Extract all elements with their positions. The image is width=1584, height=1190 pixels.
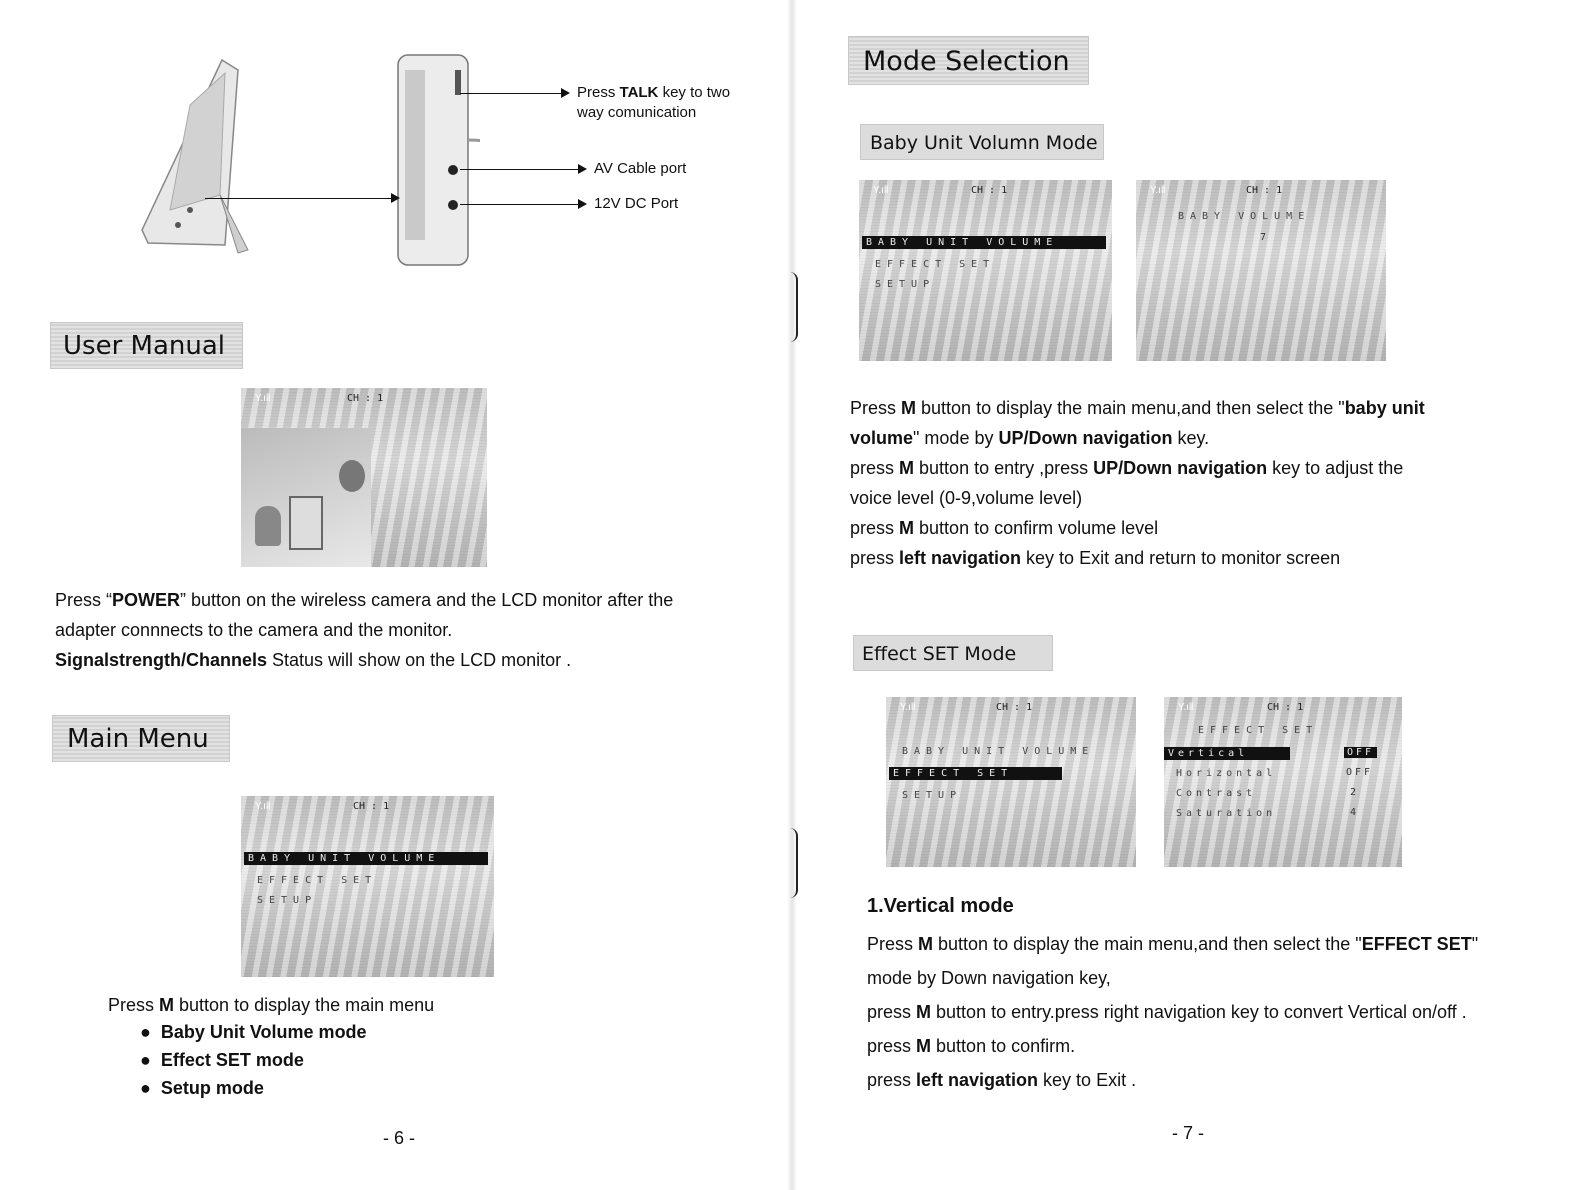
baby-unit-volume-heading: Baby Unit Volumn Mode <box>860 124 1104 160</box>
lcd-live-view-screenshot <box>241 388 487 567</box>
channel-indicator: CH : 1 <box>1267 702 1304 713</box>
right-page <box>792 0 1584 1190</box>
monitor-device-illustration <box>130 45 480 275</box>
channel-indicator: CH : 1 <box>1246 185 1283 196</box>
baby-volume-title: BABY VOLUME <box>1178 211 1311 222</box>
menu-item-effect-set: EFFECT SET <box>875 259 996 270</box>
menu-item-baby-unit-volume: BABY UNIT VOLUME <box>862 236 1106 249</box>
talk-key-callout: Press TALK key to two way comunication <box>577 84 731 121</box>
lcd-main-menu-effect-selected-screenshot <box>886 697 1136 867</box>
camera-device-icon <box>255 506 281 546</box>
user-manual-heading: User Manual <box>50 322 243 369</box>
effect-row-contrast-value: 2 <box>1350 787 1360 798</box>
page-number: - 7 - <box>1172 1123 1205 1143</box>
effect-set-heading: Effect SET Mode <box>853 635 1053 671</box>
main-menu-instruction: Press M button to display the main menu <box>108 995 435 1015</box>
effect-set-title: EFFECT SET <box>1198 725 1319 736</box>
list-item: ● Baby Unit Volume mode <box>140 1018 367 1046</box>
suction-hook-icon <box>339 460 365 492</box>
power-instructions: Press “POWER” button on the wireless camera and the LCD monitor after the adapter connnects to the camera and the monitor. Signalstrength/Channels Status will show on the LCD monitor . <box>55 590 674 670</box>
effect-row-vertical-value: OFF <box>1344 747 1377 758</box>
lcd-effect-set-screenshot <box>1164 697 1402 867</box>
av-port-callout: AV Cable port <box>594 160 687 177</box>
menu-item-effect-set: EFFECT SET <box>889 767 1062 780</box>
main-menu-heading: Main Menu <box>52 715 230 762</box>
effect-row-horizontal-label: Horizontal <box>1176 768 1277 779</box>
signal-strength-icon: Y.ıll <box>1150 185 1166 196</box>
baby-unit-volume-instructions: Press M button to display the main menu,and then select the "baby unit volume" mode by UP/Down navigation key. press M button to entry ,press UP/Down navigation key to adjust the voice level (0-9,volume level) press M button to confirm volume level press left navigation key to Exit and return to monitor screen <box>850 398 1425 568</box>
effect-row-vertical-label: Vertical <box>1164 747 1290 760</box>
signal-strength-icon: Y.ıll <box>1178 702 1194 713</box>
menu-item-effect-set: EFFECT SET <box>257 875 378 886</box>
dc-port-arrow <box>460 204 585 205</box>
vertical-mode-subheading: 1.Vertical mode <box>867 895 1014 917</box>
menu-item-setup: SETUP <box>875 279 936 290</box>
dc-port-callout: 12V DC Port <box>594 195 679 212</box>
signal-strength-icon: Y.ıll <box>900 702 916 713</box>
av-port-arrow <box>460 169 585 170</box>
lcd-main-menu-screenshot <box>241 796 494 977</box>
menu-item-setup: SETUP <box>257 895 318 906</box>
pointer-arrow <box>205 198 398 199</box>
menu-item-baby-unit-volume: BABY UNIT VOLUME <box>244 852 488 865</box>
vertical-mode-instructions: Press M button to display the main menu,and then select the "EFFECT SET" mode by Down navigation key, press M button to entry.press right navigation key to convert Vertical on/off . press M button to confirm. press left navigation key to Exit . <box>867 934 1479 1090</box>
main-menu-options-list <box>140 1018 367 1102</box>
menu-item-setup: SETUP <box>902 790 963 801</box>
talk-key-arrow <box>460 93 568 94</box>
lcd-baby-volume-screenshot <box>1136 180 1386 361</box>
list-item: ● Effect SET mode <box>140 1046 367 1074</box>
effect-row-saturation-value: 4 <box>1350 807 1360 818</box>
channel-indicator: CH : 1 <box>347 393 384 404</box>
signal-strength-icon: Y.ıll <box>255 393 271 404</box>
list-item: ● Setup mode <box>140 1074 367 1102</box>
channel-indicator: CH : 1 <box>353 801 390 812</box>
mode-selection-heading: Mode Selection <box>848 36 1089 85</box>
effect-row-saturation-label: Saturation <box>1176 808 1277 819</box>
channel-indicator: CH : 1 <box>971 185 1008 196</box>
monitor-device-icon <box>289 496 323 550</box>
signal-strength-icon: Y.ıll <box>255 801 271 812</box>
effect-row-horizontal-value: OFF <box>1346 767 1374 778</box>
effect-row-contrast-label: Contrast <box>1176 788 1257 799</box>
baby-volume-value: 7 <box>1260 232 1270 243</box>
channel-indicator: CH : 1 <box>996 702 1033 713</box>
lcd-main-menu-screenshot <box>859 180 1112 361</box>
page-number: - 6 - <box>383 1128 416 1148</box>
signal-strength-icon: Y.ıll <box>873 185 889 196</box>
menu-item-baby-unit-volume: BABY UNIT VOLUME <box>902 746 1095 757</box>
